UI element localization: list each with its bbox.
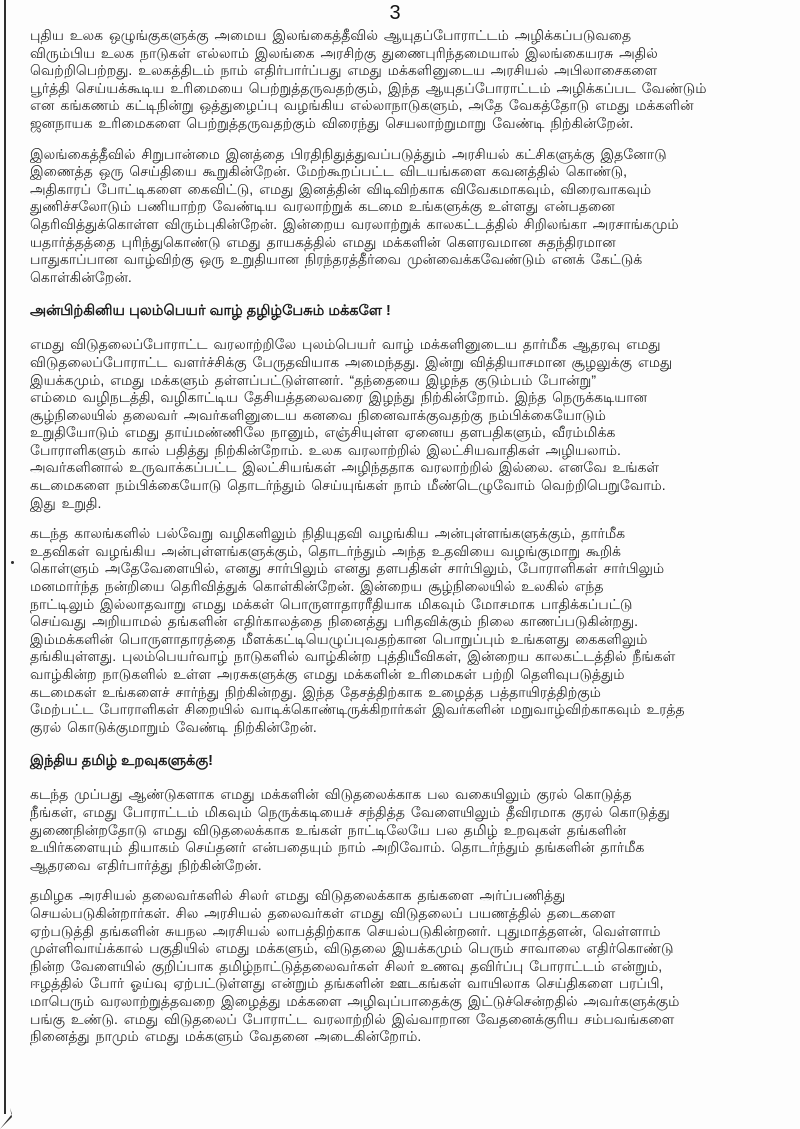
paragraph <box>30 786 778 874</box>
text-line: அதிகாரப் போட்டிகளை கைவிட்டு, எமது இனத்தின் விடிவிற்காக விவேகமாகவும், விரைவாகவும் <box>30 180 652 197</box>
text-line: யதார்த்தத்தை புரிந்துகொண்டு எமது தாயகத்தில் எமது மக்களின் கௌரவமான சுதந்திரமான <box>30 233 616 250</box>
text-line: நினைத்து நாமும் எமது மக்களும் வேதனை அடைகின்றோம். <box>30 1028 422 1045</box>
text-line: தமிழக அரசியல் தலைவர்களில் சிலர் எமது விடுதலைக்காக தங்களை அர்ப்பணித்து <box>30 887 566 904</box>
text-line: என கங்கணம் கட்டிநின்று ஒத்துழைப்பு வழங்கிய எல்லாநாடுகளும், அதே வேகத்தோடு எமது மக்களின் <box>30 97 694 114</box>
text-line: இது உறுதி. <box>30 494 102 511</box>
text-line: இணைத்த ஒரு செய்தியை கூறுகின்றேன். மேற்கூறப்பட்ட விடயங்களை கவனத்தில் கொண்டு, <box>30 163 628 180</box>
text-line: இயக்கமும், எமது மக்களும் தள்ளப்பட்டுள்ளனர். “தந்தையை இழந்த குடும்பம் போன்று” <box>30 371 596 388</box>
text-line: துணைநின்றதோடு எமது விடுதலைக்காக உங்கள் நாட்டிலேயே பல தமிழ் உறவுகள் தங்களின் <box>30 821 627 838</box>
text-line: சூழ்நிலையில் தலைவர் அவர்களினுடைய கனவை நினைவாக்குவதற்கு நம்பிக்கையோடும் <box>30 406 606 423</box>
text-line: கடந்த முப்பது ஆண்டுகளாக எமது மக்களின் விடுதலைக்காக பல வகையிலும் குரல் கொடுத்த <box>30 786 632 803</box>
text-line: ஏற்படுத்தி தங்களின் சுயநல அரசியல் லாபத்திற்காக செயல்படுகின்றனர். புதுமாத்தளன், வெள்ளாம் <box>30 922 661 939</box>
text-line: வாழ்கின்ற நாடுகளில் உள்ள அரசுகளுக்கு எமது மக்களின் உரிமைகள் பற்றி தெளிவுபடுத்தும் <box>30 666 625 682</box>
text-line: போராளிகளும் கால் பதித்து நிற்கின்றோம். உலக வரலாற்றில் இலட்சியவாதிகள் அழியலாம். <box>30 441 621 458</box>
text-line: ஆதரவை எதிர்பார்த்து நிற்கின்றேன். <box>30 856 262 873</box>
text-line: பாதுகாப்பான வாழ்விற்கு ஒரு உறுதியான நிரந்தரத்தீர்வை முன்வைக்கவேண்டும் எனக் கேட்டுக் <box>30 251 643 268</box>
scan-speck <box>11 561 14 564</box>
text-line: தெரிவித்துக்கொள்ள விரும்புகின்றேன். இன்றைய வரலாற்றுக் காலகட்டத்தில் சிறிலங்கா அரசாங்கமும் <box>30 215 679 232</box>
text-line: முள்ளிவாய்க்கால் பகுதியில் எமது மக்களும், விடுதலை இயக்கமும் பெரும் சாவாலை எதிர்கொண்டு <box>30 940 674 957</box>
text-line: நீங்கள், எமது போராட்டம் மிகவும் நெருக்கடியைச் சந்தித்த வேளையிலும் தீவிரமாக குரல் கொடுத்து <box>30 803 670 820</box>
text-line: தங்கியுள்ளது. புலம்பெயர்வாழ் நாடுகளில் வாழ்கின்ற புத்தியீவிகள், இன்றைய காலகட்டத்தில் நீங்கள் <box>30 648 676 665</box>
text-line: கடமைகள் உங்களைச் சார்ந்து நிற்கின்றது. இந்த தேசத்திற்காக உழைத்த பத்தாயிரத்திற்கும் <box>30 683 601 700</box>
text-line: உதவிகள் வழங்கிய அன்புள்ளங்களுக்கும், தொடர்ந்தும் அந்த உதவியை வழங்குமாறு கூறிக் <box>30 542 621 559</box>
text-line: பூர்த்தி செய்யக்கூடிய உரிமையை பெற்றுத்தருவதற்கும், இந்த ஆயுதப்போராட்டம் அழிக்கப்பட வேண்டும் <box>30 79 707 96</box>
text-line: இலங்கைத்தீவில் சிறுபான்மை இனத்தை பிரதிநிதுத்துவப்படுத்தும் அரசியல் கட்சிகளுக்கு இதனோடு <box>30 145 667 162</box>
paragraph <box>30 336 778 512</box>
paragraph <box>30 525 778 736</box>
paragraph <box>30 27 778 133</box>
text-line: புதிய உலக ஒழுங்குகளுக்கு அமைய இலங்கைத்தீவில் ஆயுதப்போராட்டம் அழிக்கப்படுவதை <box>30 27 632 43</box>
text-line: கடந்த காலங்களில் பல்வேறு வழிகளிலும் நிதியுதவி வழங்கிய அன்புள்ளங்களுக்கும், தார்மீக <box>30 525 626 542</box>
text-line: செய்வது அறியாமல் தங்களின் எதிர்காலத்தை நினைத்து பரிதவிக்கும் நிலை காணப்படுகின்றது. <box>30 613 638 630</box>
text-line: நாட்டிலும் இல்லாதவாறு எமது மக்கள் பொருளாதாரரீதியாக மிகவும் மோசமாக பாதிக்கப்பட்டு <box>30 595 633 612</box>
text-line: கொள்ளும் அதேவேளையில், எனது சார்பிலும் எனது தளபதிகள் சார்பிலும், போராளிகள் சார்பிலும் <box>30 560 665 577</box>
section-heading: இந்திய தமிழ் உறவுகளுக்கு! <box>30 753 213 770</box>
text-line: பங்கு உண்டு. எமது விடுதலைப் போராட்ட வரலாற்றில் இவ்வாறான வேதனைக்குரிய சம்பவங்களை <box>30 1010 675 1027</box>
section-heading: அன்பிற்கினிய புலம்பெயர் வாழ் தழிழ்பேசும் மக்களே ! <box>30 303 391 320</box>
text-line: வெற்றிபெற்றது. உலகத்திடம் நாம் எதிர்பார்ப்பது எமது மக்களினுடைய அரசியல் அபிலாசைகளை <box>30 62 658 79</box>
text-line: எம்மை வழிநடத்தி, வழிகாட்டிய தேசியத்தலைவரை இழந்து நிற்கின்றோம். இந்த நெருக்கடியான <box>30 389 648 406</box>
paragraph <box>30 887 778 1045</box>
text-line: அவர்களினால் உருவாக்கப்பட்ட இலட்சியங்கள் அழிந்ததாக வரலாற்றில் இல்லை. எனவே உங்கள் <box>30 459 660 476</box>
text-line: மனமார்ந்த நன்றியை தெரிவித்துக் கொள்கின்றேன். இன்றைய சூழ்நிலையில் உலகில் எந்த <box>30 578 604 595</box>
paragraph <box>30 146 778 287</box>
text-line: கடமைகளை நம்பிக்கையோடு தொடர்ந்தும் செய்யுங்கள் நாம் மீண்டெழுவோம் வெற்றிபெறுவோம். <box>30 477 666 494</box>
text-line: துணிச்சலோடும் பணியாற்ற வேண்டிய வரலாற்றுக் கடமை உங்களுக்கு உள்ளது என்பதனை <box>30 198 615 215</box>
text-line: மாபெரும் வரலாற்றுத்தவறை இழைத்து மக்களை அழிவுப்பாதைக்கு இட்டுச்சென்றதில் அவர்களுக்கும் <box>30 992 680 1009</box>
text-line: மேற்பட்ட போராளிகள் சிறையில் வாடிக்கொண்டிருக்கிறார்கள் இவர்களின் மறுவாழ்விற்காகவும் உரத்த <box>30 701 685 718</box>
text-line: கொள்கின்றேன். <box>30 268 132 285</box>
text-line: இம்மக்களின் பொருளாதாரத்தை மீளக்கட்டியெழுப்புவதற்கான பொறுப்பும் உங்களது கைகளிலும் <box>30 630 648 647</box>
text-line: நின்ற வேளையில் குறிப்பாக தமிழ்நாட்டுத்தலைவர்கள் சிலர் உணவு தவிர்ப்பு போராட்டம் என்றும், <box>30 957 663 974</box>
text-line: செயல்படுகின்றார்கள். சில அரசியல் தலைவர்கள் எமது விடுதலைப் பயணத்தில் தடைகளை <box>30 904 616 921</box>
text-line: எமது விடுதலைப்போராட்ட வரலாற்றிலே புலம்பெயர் வாழ் மக்களினுடைய தார்மீக ஆதரவு எமது <box>30 336 661 353</box>
text-line: விரும்பிய உலக நாடுகள் எல்லாம் இலங்கை அரசிற்கு துணைபுரிந்தமையால் இலங்கையரசு அதில் <box>30 44 658 61</box>
scan-edge-arrow-mark <box>0 1108 16 1129</box>
text-line: குரல் கொடுக்குமாறும் வேண்டி நிற்கின்றேன். <box>30 718 317 735</box>
text-line: ஜனநாயக உரிமைகளை பெற்றுத்தருவதற்கும் விரைந்து செயலாற்றுமாறு வேண்டி நிற்கின்றேன். <box>30 114 634 131</box>
document-content <box>30 27 778 1059</box>
page-number: 3 <box>389 2 401 24</box>
text-line: ஈழத்தில் போர் ஓய்வு ஏற்பட்டுள்ளது என்றும் தங்களின் ஊடகங்கள் வாயிலாக செய்திகளை பரப்பி, <box>30 975 664 992</box>
text-line: உறுதியோடும் எமது தாய்மண்ணிலே நானும், எஞ்சியுள்ள ஏனைய தளபதிகளும், வீரம்மிக்க <box>30 424 616 441</box>
text-line: விடுதலைப்போராட்ட வளர்ச்சிக்கு பேருதவியாக அமைந்தது. இன்று வித்தியாசமான சூழலுக்கு எமது <box>30 353 673 370</box>
scan-edge-line <box>4 0 6 1114</box>
text-line: உயிர்களையும் தியாகம் செய்தனர் என்பதையும் நாம் அறிவோம். தொடர்ந்தும் தங்களின் தார்மீக <box>30 839 645 856</box>
